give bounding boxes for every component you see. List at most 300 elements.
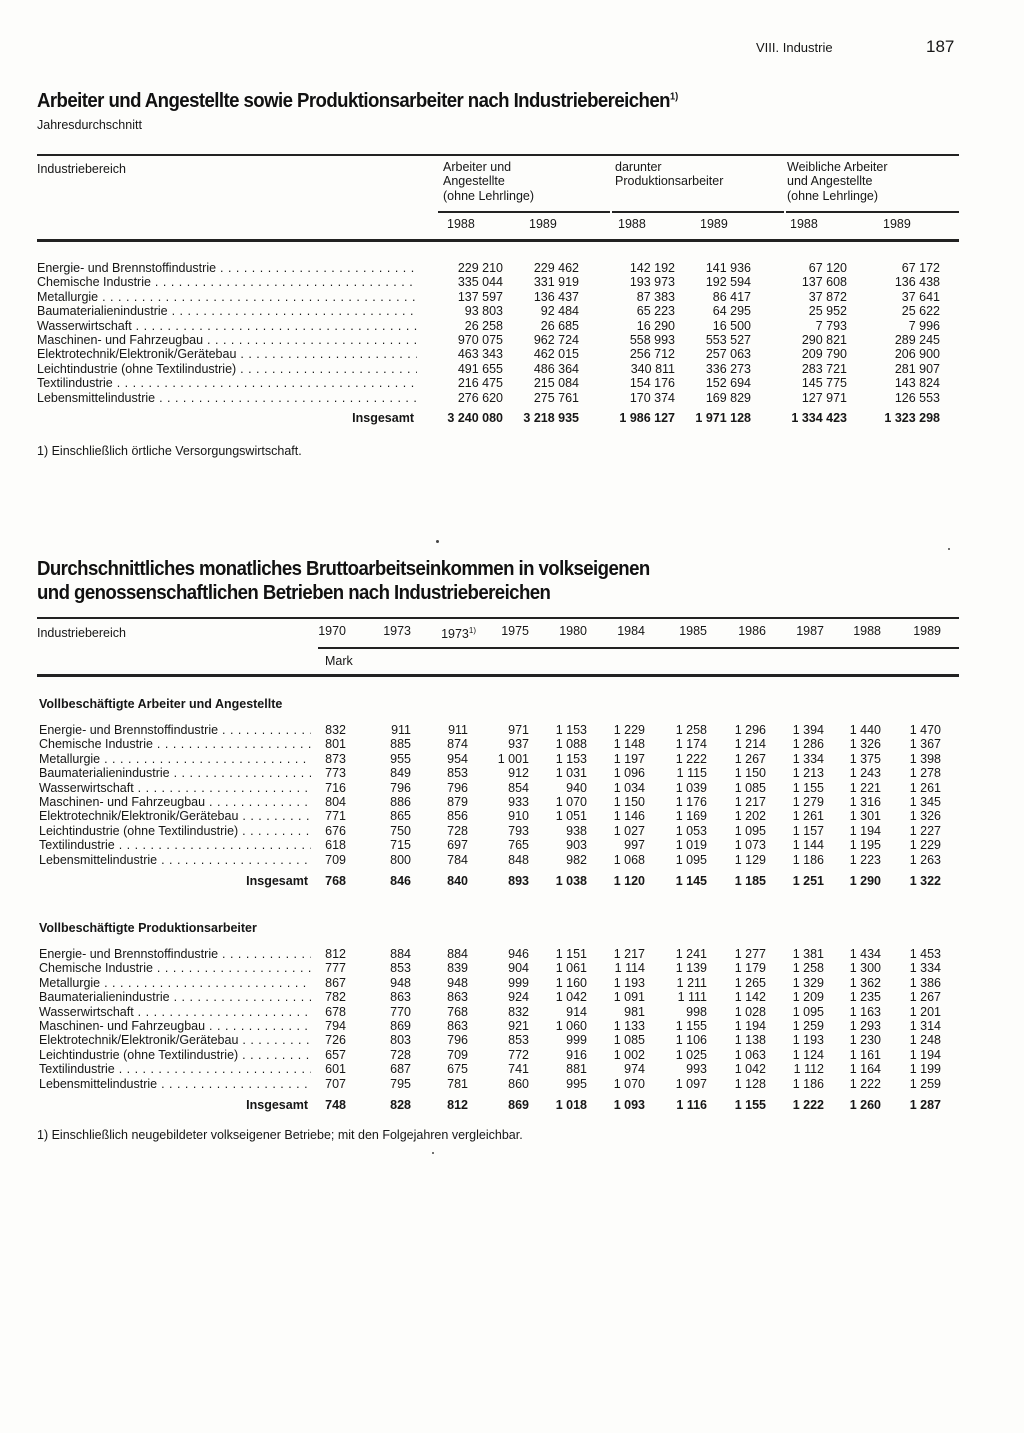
table2-total-cell: 828 (390, 1098, 411, 1112)
table2-year-rule (318, 647, 959, 649)
table1-cell: 463 343 (457, 347, 503, 362)
table2-footnote: 1) Einschließlich neugebildeter volkseigener Betriebe; mit den Folgejahren vergleichbar. (37, 1128, 523, 1142)
table2-cell: 1 194 (734, 1019, 766, 1033)
table2-cell: 946 (508, 947, 529, 961)
table1-cell: 86 417 (712, 289, 751, 304)
table1-cell: 67 172 (901, 261, 940, 275)
table2-cell: 795 (390, 1076, 411, 1091)
table1-cell: 141 936 (705, 261, 751, 275)
table2-total-cell: 893 (508, 874, 529, 888)
table1-year-header: 1988 (618, 217, 646, 231)
table2-cell: 1 329 (792, 975, 824, 990)
table2-cell: 1 073 (734, 838, 766, 853)
table1-row-label: Leichtindustrie (ohne Textilindustrie) . . . (37, 362, 417, 376)
table2-cell: 999 (508, 975, 529, 990)
table2-cell: 1 148 (613, 737, 645, 752)
table1-total-cell: 1 334 423 (791, 411, 847, 425)
table2-total-cell: 1 287 (909, 1098, 941, 1112)
table2-cell: 1 278 (909, 766, 941, 781)
table2-cell: 1 142 (734, 990, 766, 1005)
table2-cell: 860 (508, 1076, 529, 1091)
table2-year-label: 1970 (318, 624, 346, 638)
table1-cell: 7 996 (908, 318, 940, 333)
table2-cell: 1 155 (792, 780, 824, 795)
table2-cell: 881 (566, 1062, 587, 1077)
table2-cell: 707 (325, 1076, 346, 1091)
table2-cell: 1 112 (793, 1062, 824, 1077)
table2-cell: 750 (390, 823, 411, 838)
table2-cell: 1 279 (792, 795, 824, 809)
table1-cell: 7 793 (815, 318, 847, 333)
table2-cell: 1 155 (675, 1019, 707, 1033)
table1-cell: 336 273 (705, 361, 751, 376)
table2-cell: 716 (325, 780, 346, 795)
table2-row-label: Wasserwirtschaft . . . (39, 1005, 311, 1019)
table2-row-label: Wasserwirtschaft . . . (39, 781, 311, 795)
table2-cell: 832 (508, 1004, 529, 1019)
table1-cell: 127 971 (801, 390, 847, 405)
table2-year-label: 1989 (913, 624, 941, 638)
table2-cell: 955 (390, 751, 411, 766)
table1-group-header-production: darunter Produktionsarbeiter (615, 160, 724, 189)
table2-cell: 1 470 (909, 723, 941, 737)
table2-cell: 1 261 (792, 809, 824, 824)
table2-cell: 1 193 (792, 1033, 824, 1048)
table2-cell: 995 (566, 1076, 587, 1091)
table2-total-cell: 748 (325, 1098, 346, 1112)
table2-cell: 1 394 (792, 723, 824, 737)
table2-total-cell: 768 (325, 874, 346, 888)
table2-cell: 1 334 (909, 961, 941, 976)
table2-cell: 1 169 (675, 809, 707, 824)
table2-cell: 1 259 (909, 1076, 941, 1091)
table2-cell: 1 316 (849, 795, 881, 809)
table2-cell: 1 214 (734, 737, 766, 752)
table2-cell: 1 051 (555, 809, 587, 824)
table1-cell: 229 462 (533, 261, 579, 275)
table2-cell: 999 (566, 1033, 587, 1048)
table2-total-cell: 1 251 (792, 874, 824, 888)
table2-cell: 940 (566, 780, 587, 795)
table2-year-label: 1984 (617, 624, 645, 638)
table1-cell: 486 364 (533, 361, 579, 376)
table1-group-rule-1 (438, 211, 610, 213)
table1-cell: 462 015 (533, 347, 579, 362)
table2-cell: 709 (447, 1047, 468, 1062)
table2-cell: 1 221 (849, 780, 881, 795)
table2-total-cell: 1 018 (555, 1098, 587, 1112)
table2-cell: 796 (447, 1033, 468, 1048)
table2-cell: 796 (390, 780, 411, 795)
table2-row-label: Metallurgie . . . (39, 752, 311, 766)
table2-cell: 1 042 (734, 1062, 766, 1077)
table2-total-cell: 1 155 (734, 1098, 766, 1112)
table2-cell: 1 209 (792, 990, 824, 1005)
table1-cell: 970 075 (457, 333, 503, 347)
table2-cell: 885 (390, 737, 411, 752)
table2-cell: 1 088 (555, 737, 587, 752)
table1-cell: 25 622 (901, 304, 940, 319)
table1-cell: 281 907 (894, 361, 940, 376)
table2-cell: 1 150 (734, 766, 766, 781)
table2-cell: 1 293 (849, 1019, 881, 1033)
table2-cell: 618 (325, 838, 346, 853)
table2-cell: 948 (390, 975, 411, 990)
table1-footnote: 1) Einschließlich örtliche Versorgungswirtschaft. (37, 444, 302, 458)
table2-row-label: Maschinen- und Fahrzeugbau . . . (39, 1019, 311, 1033)
table2-cell: 1 070 (555, 795, 587, 809)
table2-cell: 886 (390, 795, 411, 809)
table1-cell: 193 973 (629, 275, 675, 290)
table2-cell: 1 453 (909, 947, 941, 961)
table1-year-header: 1989 (883, 217, 911, 231)
table2-year-header (679, 624, 707, 638)
table1-cell: 169 829 (705, 390, 751, 405)
table2-cell: 1 150 (613, 795, 645, 809)
table2-cell: 997 (624, 838, 645, 853)
table2-row-label: Elektrotechnik/Elektronik/Gerätebau . . . (39, 809, 311, 823)
table2-cell: 998 (686, 1004, 707, 1019)
table2-cell: 687 (390, 1062, 411, 1077)
table2-cell: 1 248 (909, 1033, 941, 1048)
table2-cell: 793 (508, 823, 529, 838)
table1-cell: 65 223 (636, 304, 675, 319)
table2-year-header (383, 624, 411, 638)
table2-cell: 938 (566, 823, 587, 838)
chapter-heading: VIII. Industrie (756, 40, 833, 55)
table2-total-cell: 840 (447, 874, 468, 888)
table2-cell: 676 (325, 823, 346, 838)
table1-total-cell: 1 986 127 (619, 411, 675, 425)
table2-cell: 1 195 (849, 838, 881, 853)
table2-year-footnote-marker: 1) (468, 626, 476, 635)
table2-cell: 993 (686, 1062, 707, 1077)
table2-cell: 1 217 (734, 795, 766, 809)
table1-total-cell: 1 323 298 (884, 411, 940, 425)
table2-cell: 1 199 (909, 1062, 941, 1077)
table1-total-cell: 1 971 128 (695, 411, 751, 425)
table2-cell: 1 146 (613, 809, 645, 824)
table1-row-label: Wasserwirtschaft . . . (37, 319, 417, 333)
table2-cell: 874 (447, 737, 468, 752)
table2-row-label: Leichtindustrie (ohne Textilindustrie) . . . (39, 824, 311, 838)
table2-year-label: 1973 (441, 627, 469, 642)
scan-speck (948, 548, 950, 550)
table2-cell: 1 153 (555, 751, 587, 766)
table2-cell: 903 (566, 838, 587, 853)
table2-section-heading: Vollbeschäftigte Arbeiter und Angestellte (39, 697, 283, 711)
table2-row-label: Energie- und Brennstoffindustrie . . . (39, 947, 311, 961)
table2-cell: 1 085 (734, 780, 766, 795)
table2-row-label: Elektrotechnik/Elektronik/Gerätebau . . . (39, 1033, 311, 1047)
table2-cell: 771 (325, 809, 346, 824)
table2-top-rule (37, 617, 959, 619)
table2-cell: 912 (508, 766, 529, 781)
table2-cell: 772 (508, 1047, 529, 1062)
table2-cell: 1 434 (849, 947, 881, 961)
table2-title-line2: und genossenschaftlichen Betrieben nach Industriebereichen (37, 582, 551, 604)
table2-cell: 1 194 (849, 823, 881, 838)
table1-group-rule-3 (786, 211, 959, 213)
table2-cell: 1 261 (909, 780, 941, 795)
table2-cell: 1 163 (849, 1004, 881, 1019)
table1-year-header: 1988 (447, 217, 475, 231)
table2-row-label: Baumaterialienindustrie . . . (39, 990, 311, 1004)
table2-cell: 1 222 (849, 1076, 881, 1091)
table2-cell: 1 197 (613, 751, 645, 766)
table1-total-cell: 3 240 080 (447, 411, 503, 425)
table2-cell: 794 (325, 1019, 346, 1033)
table2-cell: 728 (447, 823, 468, 838)
table1-row-label: Lebensmittelindustrie . . . (37, 391, 417, 405)
table2-total-cell: 1 038 (555, 874, 587, 888)
table2-cell: 1 031 (555, 766, 587, 781)
table2-cell: 1 128 (734, 1076, 766, 1091)
table2-total-cell: 1 322 (909, 874, 941, 888)
table1-total-cell: 3 218 935 (523, 411, 579, 425)
table2-year-label: 1985 (679, 624, 707, 638)
table2-cell: 781 (447, 1076, 468, 1091)
table2-row-label: Chemische Industrie . . . (39, 737, 311, 751)
table2-cell: 770 (390, 1004, 411, 1019)
table2-cell: 1 002 (613, 1047, 645, 1062)
table2-total-cell: 1 185 (734, 874, 766, 888)
table1-cell: 275 761 (533, 390, 579, 405)
table2-year-header (501, 624, 529, 638)
table1-cell: 142 192 (629, 261, 675, 275)
table1-cell: 206 900 (894, 347, 940, 362)
table2-cell: 863 (390, 990, 411, 1005)
table2-cell: 1 019 (675, 838, 707, 853)
table1-cell: 26 685 (540, 318, 579, 333)
table1-cell: 289 245 (894, 333, 940, 347)
table2-cell: 800 (390, 852, 411, 867)
table1-group-header-female: Weibliche Arbeiter und Angestellte (ohne Lehrlinge) (787, 160, 888, 203)
table2-cell: 1 381 (792, 947, 824, 961)
table2-cell: 1 301 (849, 809, 881, 824)
table1-top-rule (37, 154, 959, 156)
table2-cell: 911 (391, 723, 411, 737)
table2-cell: 1 025 (675, 1047, 707, 1062)
scan-speck (436, 540, 439, 543)
table2-cell: 1 386 (909, 975, 941, 990)
table2-cell: 803 (390, 1033, 411, 1048)
table1-title-footnote-marker: 1) (669, 91, 679, 103)
table1-group-header-all: Arbeiter und Angestellte (ohne Lehrlinge) (443, 160, 535, 203)
table2-total-cell: 1 093 (613, 1098, 645, 1112)
table1-cell: 87 383 (636, 289, 675, 304)
table2-cell: 853 (447, 766, 468, 781)
table2-year-header (559, 624, 587, 638)
table1-cell: 37 872 (808, 289, 847, 304)
table2-cell: 1 243 (849, 766, 881, 781)
table2-cell: 1 164 (849, 1062, 881, 1077)
table1-cell: 16 290 (636, 318, 675, 333)
table1-cell: 93 803 (464, 304, 503, 319)
table2-total-cell: 1 290 (849, 874, 881, 888)
table2-cell: 854 (508, 780, 529, 795)
table1-cell: 192 594 (705, 275, 751, 290)
table2-year-label: 1975 (501, 624, 529, 638)
table2-cell: 981 (624, 1004, 645, 1019)
table1-cell: 340 811 (630, 361, 675, 376)
table1-cell: 283 721 (801, 361, 847, 376)
table2-year-header (913, 624, 941, 638)
table2-cell: 1 061 (555, 961, 587, 976)
table2-cell: 865 (390, 809, 411, 824)
table2-cell: 765 (508, 838, 529, 853)
table2-cell: 1 362 (849, 975, 881, 990)
table2-cell: 856 (447, 809, 468, 824)
table1-cell: 16 500 (712, 318, 751, 333)
table1-cell: 962 724 (533, 333, 579, 347)
table2-cell: 768 (447, 1004, 468, 1019)
table2-cell: 1 027 (613, 823, 645, 838)
table1-cell: 154 176 (629, 376, 675, 391)
table2-year-header (853, 624, 881, 638)
table2-cell: 1 345 (909, 795, 941, 809)
table1-cell: 257 063 (705, 347, 751, 362)
table2-cell: 657 (325, 1047, 346, 1062)
table2-cell: 839 (447, 961, 468, 976)
table2-cell: 697 (447, 838, 468, 853)
table1-cell: 64 295 (712, 304, 751, 319)
table2-cell: 1 201 (909, 1004, 941, 1019)
table1-row-label: Maschinen- und Fahrzeugbau . . . (37, 333, 417, 347)
table2-row-label: Textilindustrie . . . (39, 838, 311, 852)
table2-cell: 1 222 (675, 751, 707, 766)
table1-subtitle: Jahresdurchschnitt (37, 118, 142, 132)
table1-cell: 67 120 (808, 261, 847, 275)
table2-cell: 869 (390, 1019, 411, 1033)
table2-cell: 1 144 (792, 838, 824, 853)
table2-cell: 982 (566, 852, 587, 867)
table1-cell: 137 608 (801, 275, 847, 290)
table2-cell: 904 (508, 961, 529, 976)
table1-cell: 170 374 (629, 390, 675, 405)
table2-cell: 678 (325, 1004, 346, 1019)
table2-cell: 914 (566, 1004, 587, 1019)
table2-cell: 1 039 (675, 780, 707, 795)
table2-cell: 728 (390, 1047, 411, 1062)
table2-cell: 1 060 (555, 1019, 587, 1033)
table1-cell: 290 821 (801, 333, 847, 347)
table2-cell: 884 (447, 947, 468, 961)
table2-cell: 1 186 (792, 1076, 824, 1091)
table2-cell: 1 161 (849, 1047, 881, 1062)
table2-cell: 863 (447, 1019, 468, 1033)
table2-cell: 1 300 (849, 961, 881, 976)
table2-cell: 1 286 (792, 737, 824, 752)
table2-cell: 812 (325, 947, 346, 961)
table2-cell: 1 115 (676, 766, 707, 781)
table2-cell: 1 193 (613, 975, 645, 990)
table2-cell: 782 (325, 990, 346, 1005)
table2-total-label: Insgesamt (246, 874, 308, 888)
table1-year-header: 1989 (700, 217, 728, 231)
table2-cell: 853 (508, 1033, 529, 1048)
table2-total-cell: 1 260 (849, 1098, 881, 1112)
table2-cell: 1 157 (792, 823, 824, 838)
table1-row-label: Textilindustrie . . . (37, 376, 417, 390)
table2-cell: 1 097 (675, 1076, 707, 1091)
table2-cell: 1 151 (555, 947, 587, 961)
table2-cell: 1 259 (792, 1019, 824, 1033)
table2-cell: 910 (508, 809, 529, 824)
table1-cell: 37 641 (901, 289, 940, 304)
table2-cell: 849 (390, 766, 411, 781)
table2-row-label: Leichtindustrie (ohne Textilindustrie) . . . (39, 1048, 311, 1062)
table2-cell: 796 (447, 780, 468, 795)
table2-total-cell: 1 145 (675, 874, 707, 888)
table1-cell: 92 484 (540, 304, 579, 319)
table2-unit: Mark (325, 654, 353, 668)
table1-year-header: 1989 (529, 217, 557, 231)
page-number: 187 (926, 37, 955, 56)
table1-row-label: Metallurgie . . . (37, 290, 417, 304)
table2-header-rule (37, 674, 959, 677)
table1-cell: 152 694 (705, 376, 751, 391)
table2-cell: 1 091 (613, 990, 645, 1005)
table2-cell: 1 063 (734, 1047, 766, 1062)
table2-cell: 1 133 (613, 1019, 645, 1033)
table2-year-header (617, 624, 645, 638)
table2-cell: 1 367 (909, 737, 941, 752)
table2-cell: 1 111 (677, 990, 707, 1005)
table2-cell: 804 (325, 795, 346, 809)
table2-cell: 1 241 (675, 947, 707, 961)
table1-cell: 558 993 (629, 333, 675, 347)
table2-row-label: Maschinen- und Fahrzeugbau . . . (39, 795, 311, 809)
table2-year-label: 1980 (559, 624, 587, 638)
table2-cell: 709 (325, 852, 346, 867)
table2-cell: 1 095 (792, 1004, 824, 1019)
table1-cell: 331 919 (533, 275, 579, 290)
table2-title-line1: Durchschnittliches monatliches Bruttoarbeitseinkommen in volkseigenen (37, 558, 650, 580)
table2-cell: 601 (325, 1062, 346, 1077)
table1-cell: 491 655 (457, 361, 503, 376)
table2-total-label: Insgesamt (246, 1098, 308, 1112)
table1-cell: 26 258 (464, 318, 503, 333)
table1-cell: 126 553 (894, 390, 940, 405)
table2-cell: 971 (508, 723, 529, 737)
table2-year-label: 1973 (383, 624, 411, 638)
table2-year-label: 1986 (738, 624, 766, 638)
table2-cell: 801 (325, 737, 346, 752)
table2-cell: 948 (447, 975, 468, 990)
table2-year-header (796, 624, 824, 638)
table2-cell: 1 174 (675, 737, 707, 752)
table2-row-label: Baumaterialienindustrie . . . (39, 766, 311, 780)
table2-cell: 1 139 (675, 961, 707, 976)
table2-cell: 1 258 (792, 961, 824, 976)
table1-cell: 256 712 (629, 347, 675, 362)
table2-cell: 773 (325, 766, 346, 781)
table2-cell: 1 334 (792, 751, 824, 766)
table2-cell: 784 (447, 852, 468, 867)
table2-cell: 1 034 (613, 780, 645, 795)
table2-cell: 1 227 (909, 823, 941, 838)
table2-section-heading: Vollbeschäftigte Produktionsarbeiter (39, 921, 257, 935)
table2-cell: 884 (390, 947, 411, 961)
table2-year-label: 1987 (796, 624, 824, 638)
table1-cell: 215 084 (533, 376, 579, 391)
table2-row-label: Lebensmittelindustrie . . . (39, 853, 311, 867)
table2-cell: 1 124 (792, 1047, 824, 1062)
table2-cell: 1 194 (909, 1047, 941, 1062)
table2-cell: 715 (390, 838, 411, 853)
table2-total-cell: 1 120 (613, 874, 645, 888)
